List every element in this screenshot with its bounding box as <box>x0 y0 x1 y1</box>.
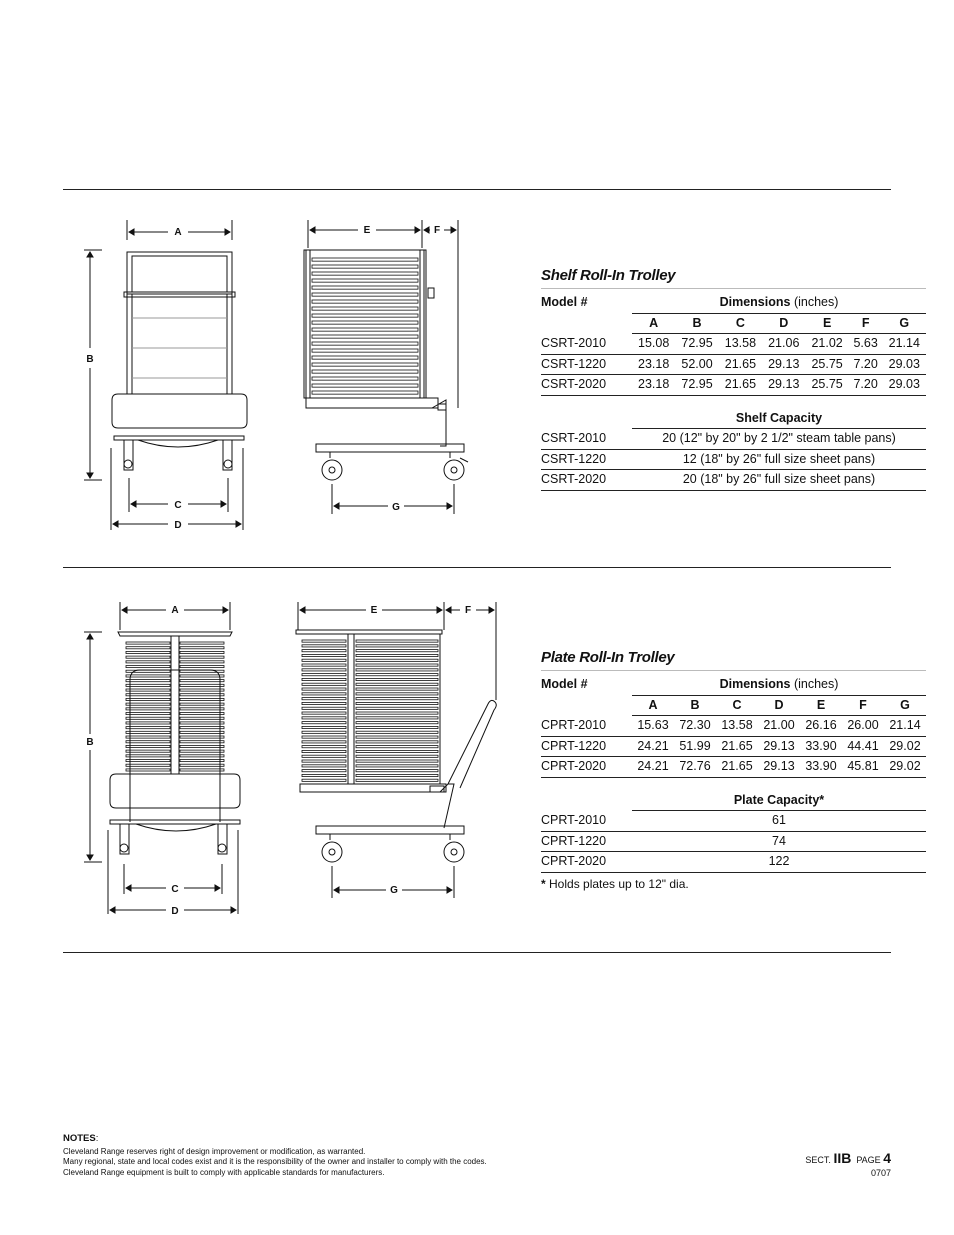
rack-slat <box>356 750 438 752</box>
rack-slat <box>126 722 170 724</box>
rack-slat <box>312 265 418 268</box>
col-letter: D <box>762 313 805 334</box>
rack-slat <box>312 349 418 352</box>
rack-slat <box>312 356 418 359</box>
rack-slat <box>312 384 418 387</box>
rack-slat <box>312 300 418 303</box>
dim-label-b: B <box>86 354 94 365</box>
rack-slat <box>356 765 438 767</box>
rack-slat <box>302 654 346 656</box>
rack-slat <box>312 286 418 289</box>
rack-slat <box>126 698 170 700</box>
plate-trolley-side-view <box>290 600 510 900</box>
rack-slat <box>126 694 170 696</box>
rack-slat <box>126 727 170 729</box>
rack-slat <box>302 760 346 762</box>
rack-slat <box>180 651 224 653</box>
rack-slat <box>356 741 438 743</box>
table-row: CPRT-2010 61 <box>541 811 926 832</box>
rack-slat <box>126 750 170 752</box>
rack-slat <box>356 654 438 656</box>
table-row: CSRT-2010 20 (12" by 20" by 2 1/2" steam table pans) <box>541 429 926 450</box>
dim-label-f: F <box>464 605 472 616</box>
rack-slat <box>180 703 224 705</box>
rack-slat <box>126 764 170 766</box>
rack-slat <box>126 708 170 710</box>
shelf-trolley-spec <box>541 267 926 491</box>
dim-label-c: C <box>171 884 179 895</box>
rack-slat <box>180 684 224 686</box>
rack-slat <box>180 750 224 752</box>
rack-slat <box>180 717 224 719</box>
rack-slat <box>302 664 346 666</box>
col-letter: D <box>758 695 800 716</box>
rack-slat <box>302 774 346 776</box>
rack-slat <box>356 712 438 714</box>
rack-slat <box>312 258 418 261</box>
rack-slat <box>302 726 346 728</box>
dim-label-a: A <box>174 227 182 238</box>
rack-slat <box>356 774 438 776</box>
rack-slat <box>180 656 224 658</box>
rack-slat <box>312 307 418 310</box>
rack-slat <box>302 755 346 757</box>
rack-slat <box>356 669 438 671</box>
rack-slat <box>180 755 224 757</box>
rack-slat <box>356 746 438 748</box>
rack-slat <box>356 722 438 724</box>
shelf-trolley-front-view <box>80 218 260 538</box>
dim-label-d: D <box>174 520 182 531</box>
plate-dimensions-table <box>541 675 926 873</box>
rack-slat <box>302 712 346 714</box>
rack-slat <box>126 731 170 733</box>
table-row: CSRT-2020 20 (18" by 26" full size sheet pans) <box>541 470 926 491</box>
col-letter: F <box>849 313 883 334</box>
table-row: CPRT-1220 74 <box>541 831 926 852</box>
rack-slat <box>312 321 418 324</box>
rack-slat <box>126 755 170 757</box>
table-row: CPRT-2010 15.63 72.30 13.58 21.00 26.16 26.00 21.14 <box>541 716 926 737</box>
col-letter: G <box>884 695 926 716</box>
rack-slat <box>302 741 346 743</box>
rack-slat <box>126 769 170 771</box>
rack-slat <box>312 328 418 331</box>
rack-slat <box>126 675 170 677</box>
rack-slat <box>302 736 346 738</box>
rack-slat <box>180 689 224 691</box>
notes <box>63 1134 487 1178</box>
rack-slat <box>312 363 418 366</box>
dim-label-c: C <box>174 500 182 511</box>
rack-slat <box>356 707 438 709</box>
table-row: CPRT-1220 24.21 51.99 21.65 29.13 33.90 44.41 29.02 <box>541 736 926 757</box>
rack-slat <box>356 640 438 642</box>
rack-slat <box>356 683 438 685</box>
rack-slat <box>356 664 438 666</box>
rack-slat <box>126 647 170 649</box>
table-row: CSRT-1220 12 (18" by 26" full size sheet pans) <box>541 449 926 470</box>
sect-value: IIB <box>833 1150 852 1166</box>
rack-slat <box>356 760 438 762</box>
rack-slat <box>126 745 170 747</box>
page-label: PAGE <box>856 1155 881 1165</box>
rack-slat <box>312 272 418 275</box>
col-letter: C <box>719 313 762 334</box>
sect-label: SECT. <box>805 1155 831 1165</box>
rack-slat <box>180 698 224 700</box>
rack-slat <box>180 666 224 668</box>
rack-slat <box>126 760 170 762</box>
rack-slat <box>180 727 224 729</box>
shelf-trolley-side-view <box>300 218 480 518</box>
rack-slat <box>356 650 438 652</box>
col-letter: G <box>883 313 926 334</box>
rack-slat <box>180 736 224 738</box>
rack-slat <box>302 770 346 772</box>
dim-label-g: G <box>392 502 400 513</box>
rack-slat <box>302 750 346 752</box>
rack-slat <box>356 731 438 733</box>
col-letter: B <box>675 313 718 334</box>
rack-slat <box>356 755 438 757</box>
rack-slat <box>312 391 418 394</box>
plate-footnote: * Holds plates up to 12" dia. <box>541 876 689 891</box>
rack-slat <box>126 703 170 705</box>
rack-slat <box>126 656 170 658</box>
rack-slat <box>356 674 438 676</box>
rack-slat <box>126 717 170 719</box>
shelf-trolley-title: Shelf Roll-In Trolley <box>541 267 926 289</box>
rack-slat <box>302 722 346 724</box>
plate-trolley-front-view <box>80 600 260 920</box>
col-letter: F <box>842 695 884 716</box>
section-page-footer <box>805 1150 891 1178</box>
rack-slat <box>302 640 346 642</box>
dimensions-header: Dimensions (inches) <box>632 293 926 313</box>
rack-slat <box>180 647 224 649</box>
model-header: Model # <box>541 295 588 310</box>
rack-slat <box>302 688 346 690</box>
divider-bottom <box>63 952 891 953</box>
rack-slat <box>126 666 170 668</box>
table-row: CSRT-2020 23.18 72.95 21.65 29.13 25.75 7.20 29.03 <box>541 375 926 396</box>
col-letter: E <box>805 313 848 334</box>
rack-slat <box>180 764 224 766</box>
dim-label-a: A <box>171 605 179 616</box>
table-row: CSRT-1220 23.18 52.00 21.65 29.13 25.75 7.20 29.03 <box>541 354 926 375</box>
dim-label-f: F <box>433 225 441 236</box>
table-row: CSRT-2010 15.08 72.95 13.58 21.06 21.02 5.63 21.14 <box>541 334 926 355</box>
rack-slat <box>356 693 438 695</box>
rack-slat <box>302 678 346 680</box>
divider-middle <box>63 567 891 568</box>
rack-slat <box>302 650 346 652</box>
dim-label-d: D <box>171 906 179 917</box>
rack-slat <box>180 661 224 663</box>
dimensions-header: Dimensions (inches) <box>632 675 926 695</box>
rack-slat <box>312 314 418 317</box>
rack-slat <box>356 698 438 700</box>
rack-slat <box>356 688 438 690</box>
table-row: CPRT-2020 24.21 72.76 21.65 29.13 33.90 45.81 29.02 <box>541 757 926 778</box>
rack-slat <box>126 713 170 715</box>
col-letter: A <box>632 695 674 716</box>
dim-label-e: E <box>363 225 371 236</box>
rack-slat <box>302 683 346 685</box>
note-line: Cleveland Range equipment is built to comply with applicable standards for manufacturers. <box>63 1167 385 1177</box>
rack-slat <box>180 731 224 733</box>
rack-slat <box>356 678 438 680</box>
rack-slat <box>180 741 224 743</box>
plate-capacity-header: Plate Capacity* <box>632 791 926 811</box>
note-line: Cleveland Range reserves right of design improvement or modification, as warranted. <box>63 1146 366 1156</box>
rack-slat <box>312 335 418 338</box>
rack-slat <box>302 731 346 733</box>
rack-slat <box>302 698 346 700</box>
dim-label-b: B <box>86 737 94 748</box>
rack-slat <box>302 765 346 767</box>
note-line: Many regional, state and local codes exist and it is the responsibility of the owner and installer to comply with the codes. <box>63 1157 487 1166</box>
rack-slat <box>302 645 346 647</box>
rack-slat <box>356 659 438 661</box>
rack-slat <box>126 689 170 691</box>
rack-slat <box>180 675 224 677</box>
rack-slat <box>356 645 438 647</box>
rack-slat <box>180 694 224 696</box>
rack-slat <box>312 370 418 373</box>
rack-slat <box>302 674 346 676</box>
divider-top <box>63 189 891 190</box>
rack-slat <box>126 741 170 743</box>
rack-slat <box>312 342 418 345</box>
shelf-capacity-header: Shelf Capacity <box>632 409 926 429</box>
rack-slat <box>180 708 224 710</box>
rack-slat <box>126 684 170 686</box>
rack-slat <box>180 642 224 644</box>
rack-slat <box>302 669 346 671</box>
rack-slat <box>302 702 346 704</box>
rack-slat <box>180 760 224 762</box>
rack-slat <box>356 770 438 772</box>
rack-slat <box>302 717 346 719</box>
model-header: Model # <box>541 677 588 692</box>
rack-slat <box>302 746 346 748</box>
doc-code: 0707 <box>870 1168 891 1178</box>
col-letter: A <box>632 313 675 334</box>
page-number: 4 <box>883 1150 891 1166</box>
rack-slat <box>312 377 418 380</box>
plate-trolley-spec <box>541 649 926 891</box>
rack-slat <box>180 769 224 771</box>
rack-slat <box>356 717 438 719</box>
rack-slat <box>180 745 224 747</box>
rack-slat <box>126 680 170 682</box>
rack-slat <box>126 736 170 738</box>
rack-slat <box>356 779 438 781</box>
dim-label-g: G <box>390 885 398 896</box>
rack-slat <box>126 642 170 644</box>
rack-slat <box>180 722 224 724</box>
col-letter: E <box>800 695 842 716</box>
col-letter: B <box>674 695 716 716</box>
rack-slat <box>302 659 346 661</box>
dim-label-e: E <box>370 605 378 616</box>
rack-slat <box>356 702 438 704</box>
rack-slat <box>302 707 346 709</box>
rack-slat <box>180 680 224 682</box>
rack-slat <box>126 651 170 653</box>
rack-slat <box>356 736 438 738</box>
col-letter: C <box>716 695 758 716</box>
notes-heading: NOTES: <box>63 1133 99 1144</box>
rack-slat <box>126 661 170 663</box>
rack-slat <box>302 779 346 781</box>
rack-slat <box>312 293 418 296</box>
rack-slat <box>356 726 438 728</box>
rack-slat <box>312 279 418 282</box>
plate-trolley-title: Plate Roll-In Trolley <box>541 649 926 671</box>
shelf-dimensions-table <box>541 293 926 491</box>
table-row: CPRT-2020 122 <box>541 852 926 873</box>
rack-slat <box>180 713 224 715</box>
rack-slat <box>302 693 346 695</box>
